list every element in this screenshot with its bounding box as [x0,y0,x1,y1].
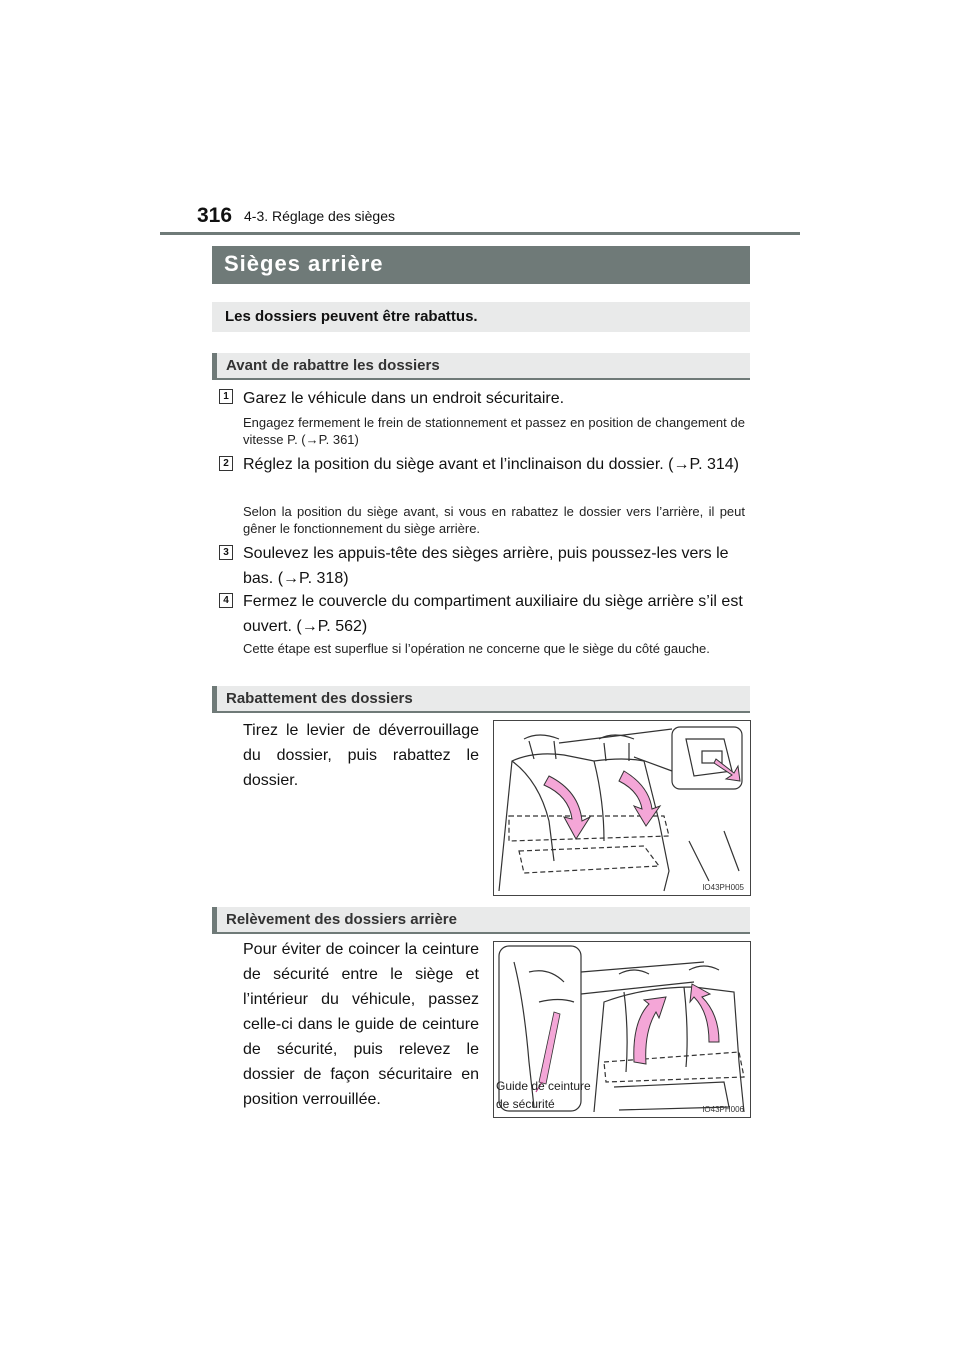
figure-label-line1: Guide de ceinture [496,1079,591,1093]
raising-illustration [493,941,751,1118]
intro-text: Les dossiers peuvent être rabattus. [225,308,478,325]
page-title-bar [212,246,750,284]
figure-code-raising: IO43PH006 [702,1105,744,1114]
subheading-raising-text: Relèvement des dossiers arrière [226,911,457,928]
figure-label-line2: de sécurité [496,1097,555,1111]
subheading-before [212,353,750,380]
intro-box [212,302,750,332]
step-number-4: 4 [219,593,233,608]
step-2-text: Réglez la position du siège avant et l’inclinaison du dossier. (→P. 314) [243,456,739,473]
header-rule [160,232,800,235]
step-4-note: Cette étape est superflue si l’opération ne concerne que le siège du côté gauche. [243,641,710,656]
step-3-text: Soulevez les appuis-tête des sièges arrière, puis poussez-les vers le bas. (→P. 318) [243,545,729,587]
page-number: 316 [197,204,233,227]
folding-text: Tirez le levier de déverrouillage du dossier, puis rabattez le dossier. [243,722,479,789]
subheading-folding-text: Rabattement des dossiers [226,690,413,707]
subheading-raising [212,907,750,934]
subheading-before-text: Avant de rabattre les dossiers [226,357,440,374]
step-1-note: Engagez fermement le frein de stationnement et passez en position de changement de vitesse P. (→P. 361) [243,415,745,447]
step-4-text: Fermez le couvercle du compartiment auxiliaire du siège arrière s’il est ouvert. (→P. 562) [243,593,743,635]
step-number-2: 2 [219,456,233,471]
step-2-note: Selon la position du siège avant, si vous en rabattez le dossier vers l’arrière, il peut gêner le fonctionnement du siège arrière. [243,504,745,536]
subheading-folding [212,686,750,713]
folding-seat-drawing [494,721,750,895]
step-1-text: Garez le véhicule dans un endroit sécuritaire. [243,390,565,407]
page-title: Sièges arrière [224,251,384,276]
section-title: 4-3. Réglage des sièges [244,208,395,224]
figure-code-folding: IO43PH005 [702,883,744,892]
step-number-1: 1 [219,389,233,404]
raising-text: Pour éviter de coincer la ceinture de sécurité entre le siège et l’intérieur du véhicule, passez celle-ci dans le guide de ceinture de sécurité, puis relevez le dossier de façon sécuritaire en position verrouillée. [243,941,479,1108]
step-number-3: 3 [219,545,233,560]
folding-illustration [493,720,751,896]
